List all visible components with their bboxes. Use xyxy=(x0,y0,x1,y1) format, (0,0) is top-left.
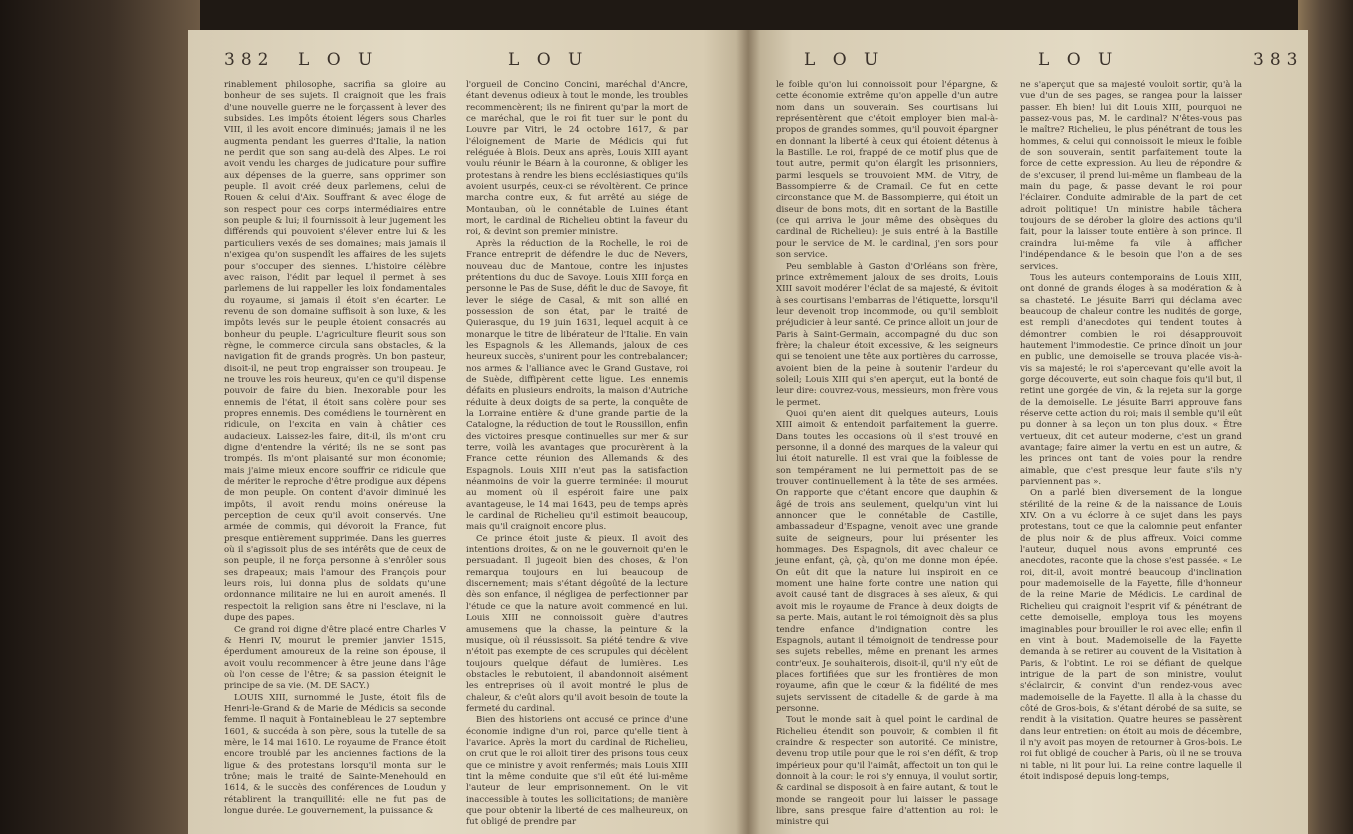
left-column-2 xyxy=(466,80,688,828)
running-head-right: L O U xyxy=(508,50,589,70)
paragraph: Tous les auteurs contemporains de Louis XIII, ont donné de grands éloges à sa modération & à sa chasteté. Le jésuite Barri qui déclama avec beaucoup de chaleur contre les nudités de gorge, est rempli d'anecdotes qui tendent toutes à démontrer combien le roi désapprouvoit hautement l'immodestie. Ce prince dînoit un jour en public, une demoiselle se trouva placée vis-à-vis sa majesté; le roi s'apercevant qu'elle avoit la gorge découverte, eut soin chaque fois qu'il but, il retint une gorgée de vin, & la rejeta sur la gorge de la demoiselle. Le jésuite Barri approuve fans réserve cette action du roi; mais il semble qu'il eût pu donner à sa leçon un ton plus doux. « Être vertueux, dit cet auteur moderne, c'est un grand avantage; faire aimer la vertu en est un autre, & les princes ont tant de voies pour la rendre aimable, que c'est presque leur faute s'ils n'y parviennent pas ». xyxy=(1020,272,1242,488)
page-number: 383 xyxy=(1253,50,1304,70)
left-page-header xyxy=(188,50,748,76)
paragraph: Quoi qu'en aient dit quelques auteurs, Louis XIII aimoit & entendoit parfaitement la guerre. Dans toutes les occasions où il s'est trouvé en personne, il a donné des marques de la valeur qui lui étoit naturelle. Il est vrai que la foiblesse de son tempérament ne lui permettoit pas de se trouver continuellement à la tête de ses armées. On rapporte que c'étant encore que dauphin & âgé de trois ans seulement, quelqu'un vint lui annoncer que le connétable de Castille, ambassadeur d'Espagne, venoit avec une grande suite de seigneurs, pour lui présenter les hommages. Des Espagnols, dit avec chaleur ce jeune enfant, çà, çà, qu'on me donne mon épée. On eût dit que la nature lui inspiroit en ce moment une haine forte contre une nation qui avoit causé tant de disgraces à ses aïeux, & qui avoit mis le royaume de France à deux doigts de sa perte. Mais, autant le roi témoignoit dès sa plus tendre enfance d'indignation contre les Espagnols, autant il témoignoit de tendresse pour ses sujets rebelles, même en prenant les armes contr'eux. Je souhaiterois, disoit-il, qu'il n'y eût de places fortifiées que sur les frontières de mon royaume, afin que le cœur & la fidélité de mes sujets servissent de citadelle & de garde à ma personne. xyxy=(776,408,998,714)
paragraph: Bien des historiens ont accusé ce prince d'une économie indigne d'un roi, parce qu'elle tient à l'avarice. Après la mort du cardinal de Richelieu, on crut que le roi alloit tirer des prisons tous ceux que ce ministre y avoit renfermés; mais Louis XIII tint la même conduite que s'il eût été lui-même l'auteur de leur emprisonnement. On le vit inaccessible à toutes les sollicitations; de manière que pour obtenir la liberté de ces malheureux, on fut obligé de prendre par xyxy=(466,715,688,828)
paragraph: LOUIS XIII, surnommé le Juste, étoit fils de Henri-le-Grand & de Marie de Médicis sa seconde femme. Il naquit à Fontainebleau le 27 septembre 1601, & succéda à son père, sous la tutelle de sa mère, le 14 mai 1610. Le royaume de France étoit encore troublé par les anciennes factions de la ligue & des protestans lorsqu'il monta sur le trône; mais le traité de Sainte-Menehould en 1614, & le succès des conférences de Loudun y rétablirent la tranquillité: elle ne fut pas de longue durée. Le gouvernement, la puissance & xyxy=(224,692,446,816)
right-column-2 xyxy=(1020,80,1242,820)
left-column-1 xyxy=(224,80,446,820)
paragraph: Tout le monde sait à quel point le cardinal de Richelieu étendit son pouvoir, & combien il fit craindre & respecter son autorité. Ce ministre, devenu trop utile pour que le roi s'en défît, & trop impérieux pour qu'il l'aimât, affectoit un ton qui le donnoit à la cour: le roi s'y ennuya, il voulut sortir, & cardinal se disposoit à en faire autant, & tout le monde se rangeoit pour lui laisser le passage libre, sans presque faire d'attention au roi: le ministre qui xyxy=(776,715,998,828)
paragraph: Peu semblable à Gaston d'Orléans son frère, prince extrêmement jaloux de ses droits, Louis XIII savoit modérer l'éclat de sa majesté, & évitoit à ses courtisans l'embarras de l'étiquette, lorsqu'il leur devenoit trop incommode, ou qu'il sembloit préjudicier à leur santé. Ce prince alloit un jour de Paris à Saint-Germain, accompagné du duc son frère; la chaleur étoit excessive, & les seigneurs qui se tenoient une tête aux portières du carrosse, avoient bien de la peine à soutenir l'ardeur du soleil; Louis XIII qui s'en aperçut, eut la bonté de leur dire: couvrez-vous, messieurs, mon frère vous le permet. xyxy=(776,261,999,408)
page-number: 382 xyxy=(224,50,275,70)
running-head-left: L O U xyxy=(298,50,379,70)
running-head-left: L O U xyxy=(804,50,885,70)
paragraph: On a parlé bien diversement de la longue stérilité de la reine & de la naissance de Louis XIV. On a vu éclorre à ce sujet dans les pays protestans, tout ce que la calomnie peut enfanter de plus noir & de plus affreux. Voici comme l'auteur, duquel nous avons emprunté ces anecdotes, raconte que la chose s'est passée. « Le roi, dit-il, avoit montré beaucoup d'inclination pour mademoiselle de la Fayette, fille d'honneur de la reine Marie de Médicis. Le cardinal de Richelieu qui craignoit l'esprit vif & pénétrant de cette demoiselle, employa tous les moyens imaginables pour brouiller le roi avec elle; enfin il en vint à bout. Mademoiselle de la Fayette demanda à se retirer au couvent de la Visitation à Paris, & l'obtint. Le roi se défiant de quelque intrigue de la part de son ministre, voulut s'éclaircir, & convint d'un rendez-vous avec mademoiselle de la Fayette. Il alla à la chasse du côté de Gros-bois, & s'étant dérobé de sa suite, se rendit à la visitation. Quatre heures se passèrent dans leur entretien: on étoit au mois de décembre, il n'y avoit pas moyen de retourner à Gros-bois. Le roi fut obligé de coucher à Paris, où il ne se trouva ni table, ni lit pour lui. La reine contre laquelle il étoit indisposé depuis long-temps, xyxy=(1020,488,1242,782)
paragraph: l'orgueil de Concino Concini, maréchal d'Ancre, étant devenus odieux à tout le monde, les troubles recommencèrent; ils ne finirent qu'par la mort de ce maréchal, que le roi fit tuer sur le pont du Louvre par Vitri, le 24 octobre 1617, & par l'éloignement de Marie de Médicis qui fut reléguée à Blois. Deux ans après, Louis XIII ayant voulu réunir le Béarn à la couronne, & obliger les protestans à rendre les biens ecclésiastiques qu'ils avoient usurpés, ceux-ci se révoltèrent. Ce prince marcha contre eux, & fut arrêté au siége de Montauban, où le connétable de Luines étant mort, le cardinal de Richelieu obtint la faveur du roi, & devint son premier ministre. xyxy=(466,80,688,238)
book-gutter xyxy=(736,30,760,834)
paragraph: le foible qu'on lui connoissoit pour l'épargne, & cette économie extrême qu'on appelle d'un autre nom dans un souverain. Ses courtisans lui représentèrent que c'étoit employer bien mal-à-propos de grandes sommes, qu'il pouvoit épargner en donnant la liberté à ceux qui étoient détenus à la Bastille. Le roi, frappé de ce motif plus que de tout autre, permit qu'on élargît les prisonniers, parmi lesquels se trouvoient MM. de Vitry, de Bassompierre & de Cramail. Ce fut en cette circonstance que M. de Bassompierre, qui étoit un diseur de bons mots, dit en sortant de la Bastille (ce qui arriva le jour même des obsèques du cardinal de Richelieu): je suis entré à la Bastille pour le service de M. le cardinal, j'en sors pour son service. xyxy=(776,80,998,261)
paragraph: Après la réduction de la Rochelle, le roi de France entreprit de défendre le duc de Nevers, nouveau duc de Mantoue, contre les injustes prétentions du duc de Savoye. Louis XIII força en personne le Pas de Suse, défit le duc de Savoye, fit lever le siége de Casal, & mit son allié en possession de son état, par le traité de Quierasque, du 19 juin 1631, lequel acquit à ce monarque le titre de libérateur de l'Italie. En vain les Espagnols & les Allemands, jaloux de ces heureux succès, s'unirent pour les contrebalancer; nos armes & l'alliance avec le Grand Gustave, roi de Suède, diffipèrent cette ligue. Les ennemis défaits en plusieurs endroits, la maison d'Autriche réduite à deux doigts de sa perte, la conquête de la Lorraine entière & d'une grande partie de la Catalogne, la réduction de tout le Roussillon, enfin des victoires presque continuelles sur mer & sur terre, voilà les avantages que procurèrent à la France cette réunion des Allemands & des Espagnols. Louis XIII n'eut pas la satisfaction néanmoins de voir la guerre terminée: il mourut au moment où il espéroit faire une paix avantageuse, le 14 mai 1643, peu de temps après le cardinal de Richelieu qu'il estimoit beaucoup, mais qu'il craignoit encore plus. xyxy=(466,238,688,533)
book-edge-left xyxy=(0,0,200,834)
paragraph: Ce prince étoit juste & pieux. Il avoit des intentions droites, & on ne le gouvernoit qu'en le persuadant. Il jugeoit bien des choses, & l'on remarqua toujours en lui beaucoup de discernement; mais s'étant dégoûté de la lecture dès son enfance, il négligea de perfectionner par l'étude ce que la nature avoit commencé en lui. Louis XIII ne connoissoit guère d'autres amusemens que la chasse, la peinture & la musique, où il réussissoit. Sa piété tendre & vive n'étoit pas exempte de ces scrupules qui décèlent toujours quelque défaut de lumières. Les obstacles le rebutoient, il abandonnoit aisément les entreprises où il avoit montré le plus de chaleur, & c'eût alors qu'il avoit besoin de toute la fermeté du cardinal. xyxy=(466,533,688,714)
right-page-header xyxy=(748,50,1308,76)
paragraph: ne s'aperçut que sa majesté vouloit sortir, qu'à la vue d'un de ses pages, se rangea pour la laisser passer. Eh bien! lui dit Louis XIII, pourquoi ne passez-vous pas, M. le cardinal? N'êtes-vous pas le maître? Richelieu, le plus pénétrant de tous les hommes, & celui qui connoissoit le mieux le foible de son souverain, sentit parfaitement toute la force de cette expression. Au lieu de répondre & de s'excuser, il prend lui-même un flambeau de la main du page, & passe devant le roi pour l'éclairer. Conduite admirable de la part de cet adroit politique! Un ministre habile tâchera toujours de se dérober la gloire des actions qu'il fait, pour la laisser toute entière à son prince. Il craindra lui-même fa vile à afficher l'indépendance & le besoin que l'on a de ses services. xyxy=(1020,80,1242,272)
paragraph: Ce grand roi digne d'être placé entre Charles V & Henri IV, mourut le premier janvier 1515, éperdument amoureux de la reine son épouse, il avoit voulu recommencer à être jeune dans l'âge où l'on cesse de l'être; & sa passion éteignit le principe de sa vie. (M. DE SACY.) xyxy=(224,624,446,692)
right-column-1 xyxy=(776,80,999,828)
left-page xyxy=(188,30,748,834)
running-head-right: L O U xyxy=(1038,50,1119,70)
open-book xyxy=(188,30,1308,834)
paragraph: rinablement philosophe, sacrifia sa gloire au bonheur de ses sujets. Il craignoit que les frais d'une nouvelle guerre ne le forçassent à lever des subsides. Les impôts étoient légers sous Charles VIII, il les avoit encore diminués; jamais il ne les augmenta pendant les guerres d'Italie, la nation ne perdit que son sang au-delà des Alpes. Le roi avoit vendu les charges de judicature pour suffire aux dépenses de la guerre, sans opprimer son peuple. Il avoit créé deux parlemens, celui de Rouen & celui d'Aix. Souffrant & avec éloge de son respect pour ces corps intermédiaires entre son peuple & lui; il fournissoit à leur jugement les différends qui pouvoient s'élever entre lui & les particuliers vexés de ses domaines; mais jamais il n'exigea qu'on suspendît les affaires de les sujets pour s'occuper des siennes. L'histoire célèbre avec raison, l'édit par lequel il permet à ses parlemens de lui rappeller les loix fondamentales du royaume, si jamais il étoit s'en écarter. Le revenu de son domaine suffisoit à son luxe, & les impôts levés sur le peuple étoient consacrés au bonheur du peuple. L'agriculture fleurit sous son règne, le commerce circula sans obstacles, & la navigation fit de grands progrès. Un bon pasteur, disoit-il, ne peut trop engraisser son troupeau. Je ne trouve les rois heureux, qu'en ce qu'il dispense pouvoir de faire du bien. Inexorable pour les ennemis de l'état, il étoit sans colère pour ses propres ennemis. Des comédiens le tournèrent en ridicule, on l'excita en vain à châtier ces audacieux. Laissez-les faire, dit-il, ils m'ont cru digne d'entendre la vérité; ils ne se sont pas trompés. Ils m'ont plaisanté sur mon économie; mais j'aime mieux encore souffrir ce ridicule que de mériter le reproche d'être prodigue aux dépens de mon peuple. On content d'avoir diminué les impôts, il avoit rendu moins onéreuse la perception de ceux qu'il avoit conservés. Une armée de commis, qui dévoroit la France, fut presque entièrement supprimée. Dans les guerres où il s'agissoit plus de ses intérêts que de ceux de son peuple, il ne força personne à s'enrôler sous ses drapeaux; mais l'amour des François pour leurs rois, lui donna plus de soldats qu'une ordonnance militaire ne lui en auroit amenés. Il respectoit la religion sans être ni l'esclave, ni la dupe des papes. xyxy=(224,80,446,624)
right-page xyxy=(748,30,1308,834)
